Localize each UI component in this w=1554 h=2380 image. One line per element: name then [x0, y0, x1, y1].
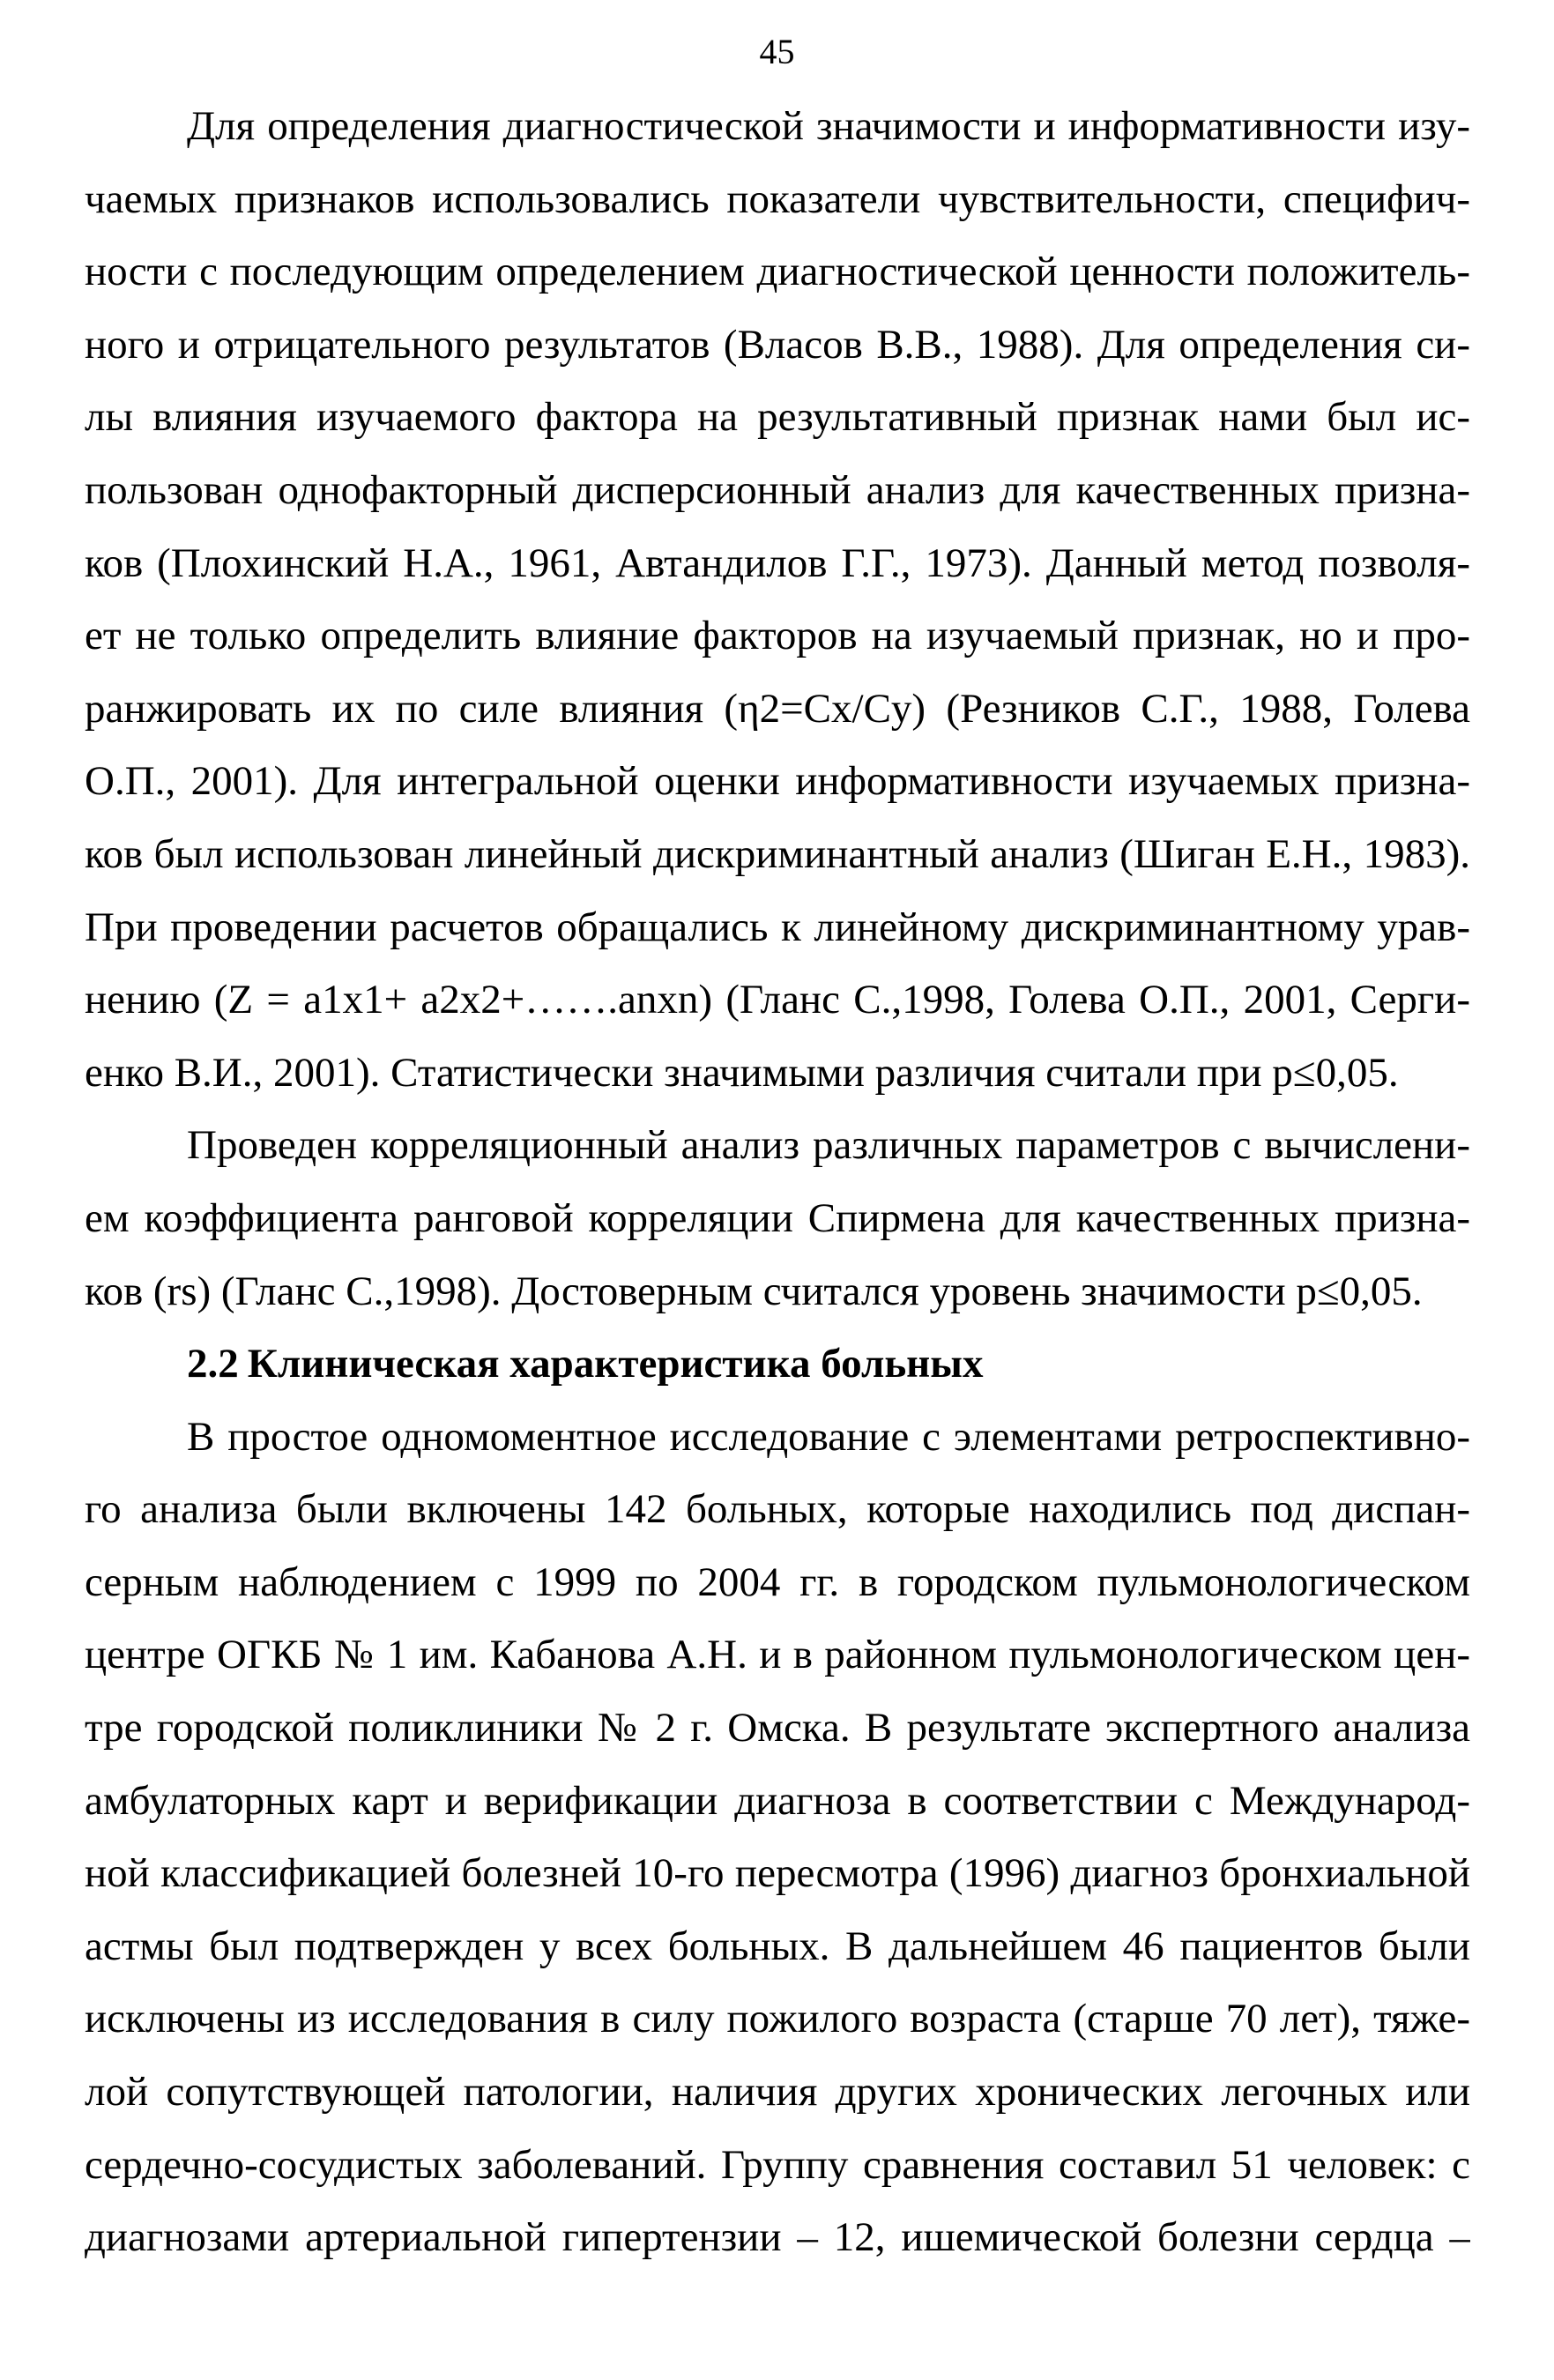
page-number: 45 [759, 32, 795, 71]
paragraph-correlation [85, 1109, 1470, 1328]
text-line: ет не только определить влияние факторов на изучаемый признак, но и про- [85, 613, 1470, 659]
text-line: ранжировать их по силе влияния (η2=Cx/Cy) (Резников С.Г., 1988, Голева [85, 685, 1470, 732]
text-line: ем коэффициента ранговой корреляции Спирмена для качественных призна- [85, 1194, 1470, 1241]
text-line: ков был использован линейный дискриминантный анализ (Шиган Е.Н., 1983). [85, 830, 1470, 877]
paragraph-methods [85, 90, 1470, 1109]
section-heading [85, 1328, 1470, 1401]
text-line: тре городской поликлиники № 2 г. Омска. В результате экспертного анализа [85, 1705, 1470, 1752]
text-line: енко В.И., 2001). Статистически значимыми различия считали при p≤0,05. [85, 1049, 1399, 1096]
text-line: пользован однофакторный дисперсионный анализ для качественных призна- [85, 466, 1470, 513]
text-line: Для определения диагностической значимости и информативности изу- [187, 103, 1470, 149]
text-line: В простое одномоментное исследование с элементами ретроспективно- [187, 1413, 1470, 1460]
text-line: чаемых признаков использовались показатели чувствительности, специфич- [85, 175, 1470, 222]
text-line: ности с последующим определением диагностической ценности положитель- [85, 249, 1470, 295]
text-line: лой сопутствующей патологии, наличия других хронических легочных или [85, 2069, 1470, 2116]
text-line: сердечно-сосудистых заболеваний. Группу сравнения составил 51 человек: с [85, 2141, 1470, 2188]
text-line: Проведен корреляционный анализ различных параметров с вычислени- [187, 1122, 1470, 1169]
text-line: амбулаторных карт и верификации диагноза в соответствии с Международ- [85, 1777, 1470, 1824]
text-line: ного и отрицательного результатов (Власов В.В., 1988). Для определения си- [85, 321, 1470, 368]
text-line: диагнозами артериальной гипертензии – 12, ишемической болезни сердца – [85, 2214, 1470, 2261]
text-line: го анализа были включены 142 больных, которые находились под диспан- [85, 1486, 1470, 1533]
text-line: нению (Z = a1x1+ a2x2+…….anxn) (Гланс С.,1998, Голева О.П., 2001, Серги- [85, 977, 1470, 1023]
text-line: лы влияния изучаемого фактора на результативный признак нами был ис- [85, 394, 1470, 441]
section-number: 2.2 [187, 1341, 239, 1387]
text-line: серным наблюдением с 1999 по 2004 гг. в городском пульмонологическом [85, 1558, 1470, 1605]
text-line: центре ОГКБ № 1 им. Кабанова А.Н. и в районном пульмонологическом цен- [85, 1632, 1470, 1678]
text-line: ков (Плохинский Н.А., 1961, Автандилов Г.Г., 1973). Данный метод позволя- [85, 539, 1470, 586]
text-line: исключены из исследования в силу пожилого возраста (старше 70 лет), тяже- [85, 1996, 1470, 2042]
text-line: ной классификацией болезней 10-го пересмотра (1996) диагноз бронхиальной [85, 1850, 1470, 1897]
text-line: О.П., 2001). Для интегральной оценки информативности изучаемых призна- [85, 758, 1470, 805]
text-line: ков (rs) (Гланс С.,1998). Достоверным считался уровень значимости p≤0,05. [85, 1268, 1423, 1314]
text-line: При проведении расчетов обращались к линейному дискриминантному урав- [85, 904, 1470, 950]
document-body [85, 90, 1470, 2274]
text-line: астмы был подтвержден у всех больных. В дальнейшем 46 пациентов были [85, 1923, 1470, 1969]
paragraph-clinical [85, 1401, 1470, 2274]
section-title: Клиническая характеристика больных [247, 1341, 984, 1387]
